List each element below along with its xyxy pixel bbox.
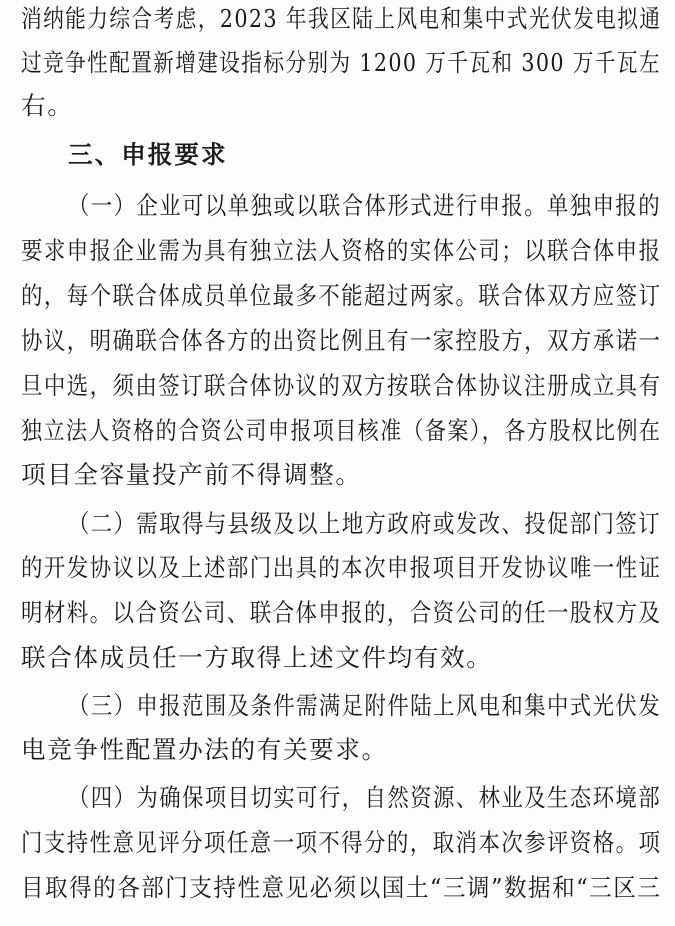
text-line: （三）申报范围及条件需满足附件陆上风电和集中式光伏发 [68,691,662,720]
text-line: 门支持性意见评分项任意一项不得分的，取消本次参评资格。项 [21,828,662,857]
text-line: 过竞争性配置新增建设指标分别为 1200 万千瓦和 300 万千瓦左 [21,48,661,77]
text-line: 独立法人资格的合资公司申报项目核准（备案），各方股权比例在 [21,416,662,445]
text-line: 项目全容量投产前不得调整。 [21,460,362,489]
text-line: （二）需取得与县级及以上地方政府或发改、投促部门签订 [68,509,662,538]
text-line: 旦中选，须由签订联合体协议的双方按联合体协议注册成立具有 [21,371,662,400]
text-line: 的，每个联合体成员单位最多不能超过两家。联合体双方应签订 [21,281,662,310]
section-heading: 三、申报要求 [68,140,228,169]
text-line: 目取得的各部门支持性意见必须以国土“三调”数据和“三区三 [21,873,662,902]
text-line: （四）为确保项目切实可行，自然资源、林业及生态环境部 [68,783,662,812]
text-line: 消纳能力综合考虑，2023 年我区陆上风电和集中式光伏发电拟通 [21,4,662,33]
text-line: 联合体成员任一方取得上述文件均有效。 [21,643,493,672]
text-line: 要求申报企业需为具有独立法人资格的实体公司；以联合体申报 [21,236,662,265]
text-line: 协议，明确联合体各方的出资比例且有一家控股方，双方承诺一 [21,326,662,355]
text-line: 电竞争性配置办法的有关要求。 [21,735,388,764]
text-line: （一）企业可以单独或以联合体形式进行申报。单独申报的 [68,191,662,220]
text-line: 明材料。以合资公司、联合体申报的，合资公司的任一股权方及 [21,598,662,627]
text-line: 的开发协议以及上述部门出具的本次申报项目开发协议唯一性证 [21,553,662,582]
text-line: 右。 [21,91,74,120]
